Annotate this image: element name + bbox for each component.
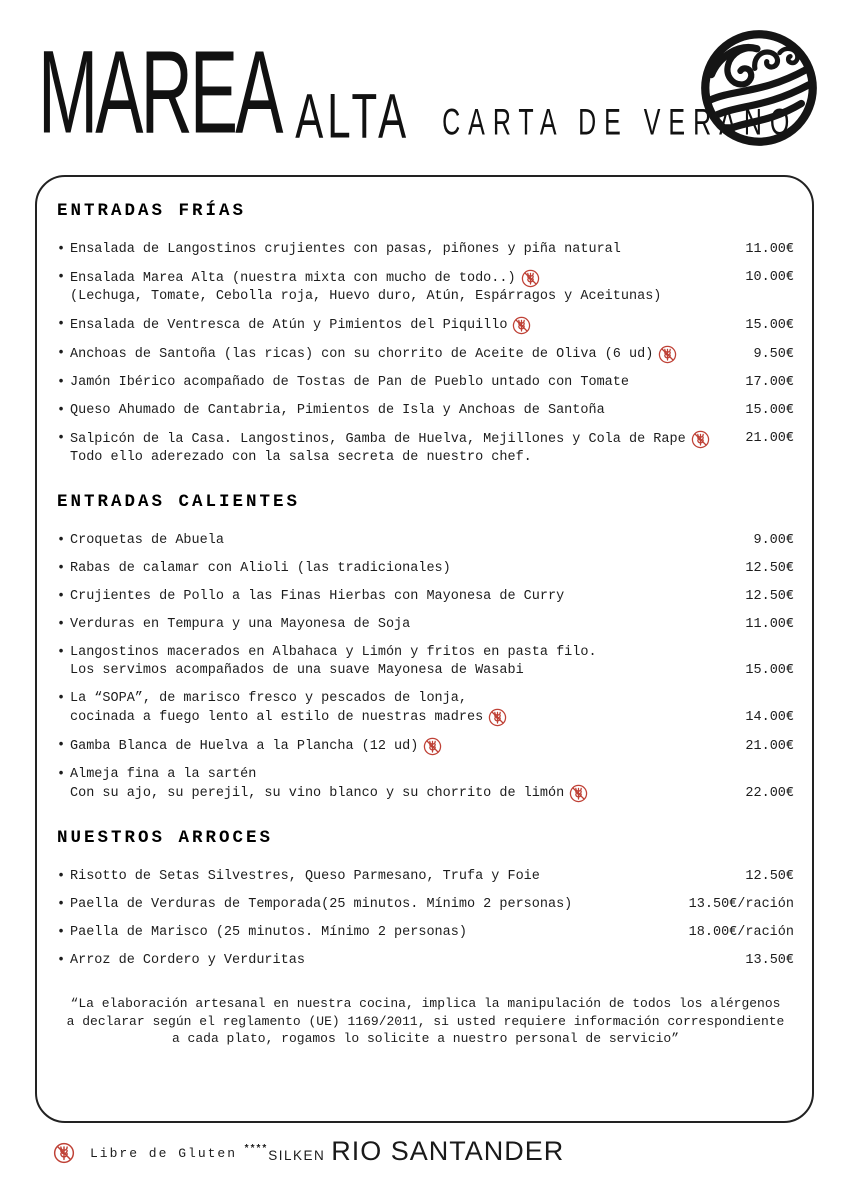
item-text: Almeja fina a la sartén: [70, 767, 257, 782]
item-text: Verduras en Tempura y una Mayonesa de Soja: [70, 617, 411, 632]
menu-item: [57, 952, 794, 970]
item-bullet: •: [57, 645, 66, 660]
item-bullet: •: [57, 617, 66, 632]
menu-item: [57, 430, 794, 467]
item-text: Paella de Verduras de Temporada(25 minutos. Mínimo 2 personas): [70, 897, 573, 912]
item-text: Risotto de Setas Silvestres, Queso Parmesano, Trufa y Foie: [70, 869, 540, 884]
item-bullet: •: [57, 869, 66, 884]
gluten-free-icon: [521, 269, 540, 288]
gluten-free-label: Libre de Gluten: [90, 1145, 238, 1161]
menu-item: [57, 924, 794, 942]
item-price: 21.00€: [745, 431, 794, 446]
item-price: 10.00€: [745, 270, 794, 285]
item-text: La “SOPA”, de marisco fresco y pescados de lonja,: [70, 691, 467, 706]
item-price: 9.00€: [753, 533, 794, 548]
menu-item: [57, 374, 794, 392]
item-price: 17.00€: [745, 375, 794, 390]
item-price: 15.00€: [745, 318, 794, 333]
item-bullet: •: [57, 375, 66, 390]
menu-item: [57, 690, 794, 727]
gluten-free-icon: [488, 708, 507, 727]
item-price: 11.00€: [745, 242, 794, 257]
menu-item: [57, 737, 794, 756]
item-text: Jamón Ibérico acompañado de Tostas de Pan de Pueblo untado con Tomate: [70, 375, 629, 390]
item-text: Anchoas de Santoña (las ricas) con su chorrito de Aceite de Oliva (6 ud): [70, 346, 654, 362]
gluten-free-icon: [691, 430, 710, 449]
item-bullet: •: [57, 403, 66, 418]
menu-section: [57, 828, 794, 970]
item-bullet: •: [57, 738, 66, 753]
item-text: Queso Ahumado de Cantabria, Pimientos de Isla y Anchoas de Santoña: [70, 403, 605, 418]
hotel-logotype: [0, 1136, 809, 1167]
item-text: Ensalada de Langostinos crujientes con pasas, piñones y piña natural: [70, 242, 621, 257]
menu-item: [57, 616, 794, 634]
hotel-brand: SILKEN: [268, 1148, 326, 1163]
item-bullet: •: [57, 767, 66, 782]
item-price: 9.50€: [753, 347, 794, 362]
item-bullet: •: [57, 589, 66, 604]
menu-item: [57, 560, 794, 578]
item-price: 14.00€: [745, 710, 794, 725]
item-bullet: •: [57, 953, 66, 968]
item-text: Langostinos macerados en Albahaca y Limón y fritos en pasta filo.: [70, 645, 597, 660]
gluten-free-icon: [569, 784, 588, 803]
item-bullet: •: [57, 561, 66, 576]
item-price: 13.50€/ración: [688, 897, 794, 912]
hotel-stars: ****: [244, 1143, 269, 1154]
item-price: 12.50€: [745, 869, 794, 884]
disclaimer-line: a declarar según el reglamento (UE) 1169/2011, si usted requiere información correspondiente: [66, 1013, 785, 1029]
menu-section: [57, 492, 794, 803]
item-bullet: •: [57, 317, 66, 332]
brand-primary: MAREA: [38, 27, 281, 160]
wave-circle-logo: [697, 24, 821, 152]
item-text: Gamba Blanca de Huelva a la Plancha (12 ud): [70, 738, 419, 754]
menu-item: [57, 868, 794, 886]
item-price: 13.50€: [745, 953, 794, 968]
allergen-disclaimer: [57, 995, 794, 1048]
item-bullet: •: [57, 270, 66, 285]
menu-section: [57, 201, 794, 467]
item-text: Paella de Marisco (25 minutos. Mínimo 2 personas): [70, 925, 467, 940]
disclaimer-line: “La elaboración artesanal en nuestra cocina, implica la manipulación de todos los alérgenos: [70, 996, 781, 1011]
item-text: Arroz de Cordero y Verduritas: [70, 953, 305, 968]
item-price: 12.50€: [745, 561, 794, 576]
item-text: cocinada a fuego lento al estilo de nuestras madres: [70, 709, 484, 725]
brand-secondary: ALTA: [295, 80, 411, 151]
menu-item: [57, 345, 794, 364]
item-text: Rabas de calamar con Alioli (las tradicionales): [70, 561, 451, 576]
item-text: Ensalada de Ventresca de Atún y Pimientos del Piquillo: [70, 317, 508, 333]
item-text: (Lechuga, Tomate, Cebolla roja, Huevo duro, Atún, Espárragos y Aceitunas): [70, 289, 662, 304]
menu-item: [57, 269, 794, 306]
item-bullet: •: [57, 925, 66, 940]
item-price: 12.50€: [745, 589, 794, 604]
menu-item: [57, 766, 794, 803]
menu-item: [57, 532, 794, 550]
section-title: ENTRADAS FRÍAS: [57, 201, 247, 221]
item-bullet: •: [57, 533, 66, 548]
item-text: Todo ello aderezado con la salsa secreta de nuestro chef.: [70, 450, 532, 465]
item-text: Ensalada Marea Alta (nuestra mixta con mucho de todo..): [70, 270, 516, 286]
item-price: 15.00€: [745, 403, 794, 418]
gluten-free-icon: [512, 316, 531, 335]
item-price: 22.00€: [745, 786, 794, 801]
item-price: 21.00€: [745, 739, 794, 754]
hotel-name: RIO SANTANDER: [331, 1136, 565, 1166]
item-text: Croquetas de Abuela: [70, 533, 224, 548]
menu-item: [57, 644, 794, 680]
item-price: 15.00€: [745, 663, 794, 678]
item-bullet: •: [57, 897, 66, 912]
item-text: Crujientes de Pollo a las Finas Hierbas con Mayonesa de Curry: [70, 589, 565, 604]
disclaimer-line: a cada plato, rogamos lo solicite a nuestro personal de servicio”: [171, 1031, 680, 1046]
section-title: ENTRADAS CALIENTES: [57, 492, 301, 512]
menu-item: [57, 241, 794, 259]
menu-sections: [57, 201, 794, 970]
menu-item: [57, 316, 794, 335]
item-text: Salpicón de la Casa. Langostinos, Gamba de Huelva, Mejillones y Cola de Rape: [70, 431, 686, 447]
gluten-free-icon: [423, 737, 442, 756]
menu-item: [57, 402, 794, 420]
menu-item: [57, 896, 794, 914]
item-bullet: •: [57, 431, 66, 446]
brand-logotype: [38, 27, 798, 160]
menu-card: [35, 175, 814, 1123]
item-price: 18.00€/ración: [688, 925, 794, 940]
item-text: Los servimos acompañados de una suave Mayonesa de Wasabi: [70, 663, 524, 678]
item-bullet: •: [57, 242, 66, 257]
item-bullet: •: [57, 691, 66, 706]
gluten-free-icon: [658, 345, 677, 364]
item-bullet: •: [57, 346, 66, 361]
item-text: Con su ajo, su perejil, su vino blanco y su chorrito de limón: [70, 785, 565, 801]
menu-subtitle: CARTA DE VERANO: [442, 101, 798, 144]
menu-item: [57, 588, 794, 606]
item-price: 11.00€: [745, 617, 794, 632]
section-title: NUESTROS ARROCES: [57, 828, 274, 848]
